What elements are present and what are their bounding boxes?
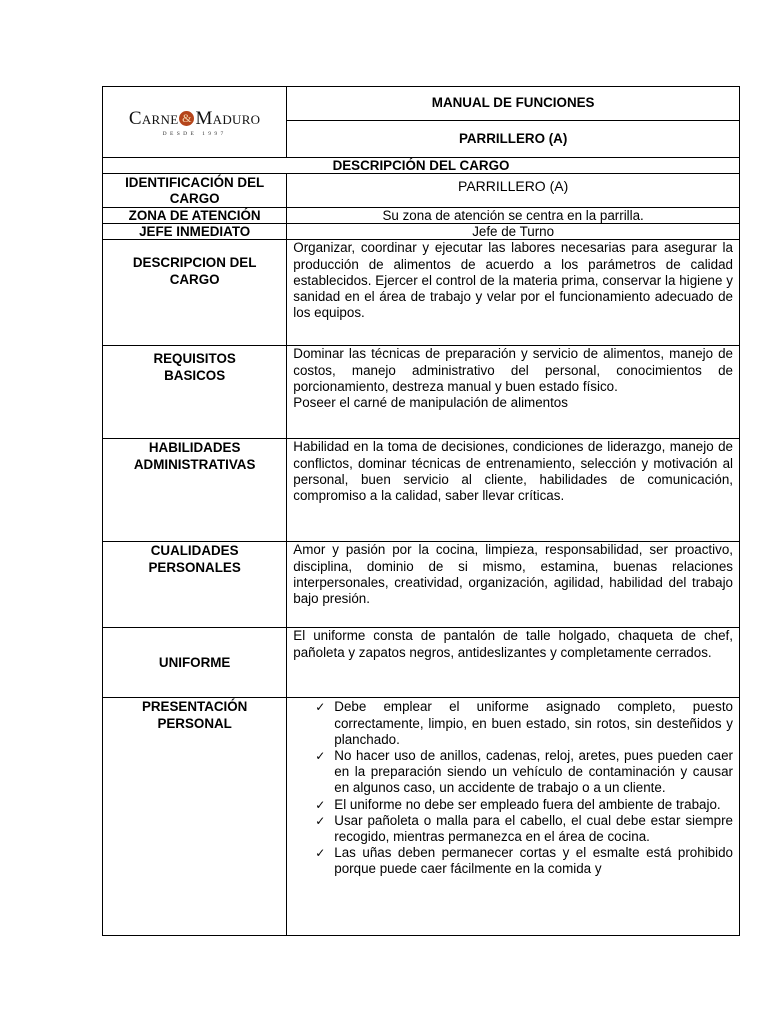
requisitos-text-1: Dominar las técnicas de preparación y servicio de alimentos, manejo de costos, manejo administrativo del personal, conocimientos de porcionamiento, destreza manual y buen estado físico.: [293, 346, 733, 394]
logo-tagline: DESDE 1997: [162, 131, 227, 138]
requisitos-label: [103, 346, 287, 439]
list-item: [315, 748, 733, 797]
habilidades-value: Habilidad en la toma de decisiones, condiciones de liderazgo, manejo de conflictos, dominar técnicas de entrenamiento, selección y motivación al personal, buen servicio al cliente, habilidades de comunicación, compromiso a la calidad, saber llevar críticas.: [287, 439, 740, 542]
section-title: DESCRIPCIÓN DEL CARGO: [103, 158, 740, 174]
list-item: [315, 699, 733, 748]
descripcion-label: [103, 240, 287, 346]
list-item-text: Las uñas deben permanecer cortas y el esmalte está prohibido porque puede caer fácilmente en la comida y: [334, 845, 733, 877]
presentacion-value: [287, 698, 740, 936]
cualidades-label-text: CUALIDADES PERSONALES: [148, 543, 241, 575]
document-page: [102, 86, 740, 936]
identificacion-value: PARRILLERO (A): [287, 174, 740, 208]
checkmark-icon: ✓: [315, 846, 326, 861]
jefe-value: Jefe de Turno: [287, 224, 740, 240]
habilidades-label: HABILIDADES ADMINISTRATIVAS: [103, 439, 287, 542]
presentacion-label-text: PRESENTACIÓN PERSONAL: [141, 699, 248, 731]
uniforme-value: El uniforme consta de pantalón de talle holgado, chaqueta de chef, pañoleta y zapatos negros, antideslizantes y completamente cerrados.: [287, 628, 740, 698]
zona-label: ZONA DE ATENCIÓN: [103, 208, 287, 224]
uniforme-label: UNIFORME: [103, 628, 287, 698]
checkmark-icon: ✓: [315, 749, 326, 764]
logo-cell: [103, 87, 287, 158]
presentacion-label: [103, 698, 287, 936]
job-description-table: [102, 86, 740, 936]
cualidades-value: Amor y pasión por la cocina, limpieza, responsabilidad, ser proactivo, disciplina, dominio de si mismo, estamina, buenas relaciones interpersonales, creatividad, organización, agilidad, habilidad del trabajo bajo presión.: [287, 542, 740, 628]
requisitos-text-2: Poseer el carné de manipulación de alimentos: [293, 395, 568, 411]
manual-title: MANUAL DE FUNCIONES: [287, 87, 740, 121]
presentacion-checklist: [287, 699, 739, 877]
list-item-text: El uniforme no debe ser empleado fuera del ambiente de trabajo.: [334, 796, 721, 812]
list-item: [315, 813, 733, 845]
list-item-text: Usar pañoleta o malla para el cabello, el cual debe estar siempre recogido, mientras permanezca en el área de cocina.: [334, 812, 733, 845]
list-item-text: Debe emplear el uniforme asignado completo, puesto correctamente, limpio, en buen estado, sin rotos, sin desteñidos y planchado.: [334, 699, 733, 747]
role-title: PARRILLERO (A): [287, 121, 740, 158]
ampersand-emblem: &: [179, 111, 194, 126]
logo-wordmark: Carne & Maduro: [128, 108, 261, 130]
list-item-text: No hacer uso de anillos, cadenas, reloj, aretes, pues pueden caer en la preparación siendo un vehículo de contaminación y causar en algunos caso, un accidente de trabajo o a un cliente.: [334, 748, 733, 796]
requisitos-label-text: REQUISITOS BASICOS: [153, 351, 236, 383]
requisitos-value: [287, 346, 740, 439]
checkmark-icon: ✓: [315, 813, 326, 828]
list-item: [315, 845, 733, 877]
checkmark-icon: ✓: [315, 700, 326, 715]
zona-value: Su zona de atención se centra en la parrilla.: [287, 208, 740, 224]
descripcion-value: Organizar, coordinar y ejecutar las labores necesarias para asegurar la producción de alimentos de acuerdo a los parámetros de calidad establecidos. Ejercer el control de la materia prima, conservar la higiene y sanidad en el área de trabajo y velar por el funcionamiento adecuado de los equipos.: [287, 240, 740, 346]
cualidades-label: [103, 542, 287, 628]
jefe-label: JEFE INMEDIATO: [103, 224, 287, 240]
list-item: [315, 797, 733, 813]
company-logo: [129, 108, 260, 139]
checkmark-icon: ✓: [315, 797, 326, 812]
identificacion-label: IDENTIFICACIÓN DEL CARGO: [103, 174, 287, 208]
descripcion-label-text: DESCRIPCION DEL CARGO: [132, 255, 257, 287]
